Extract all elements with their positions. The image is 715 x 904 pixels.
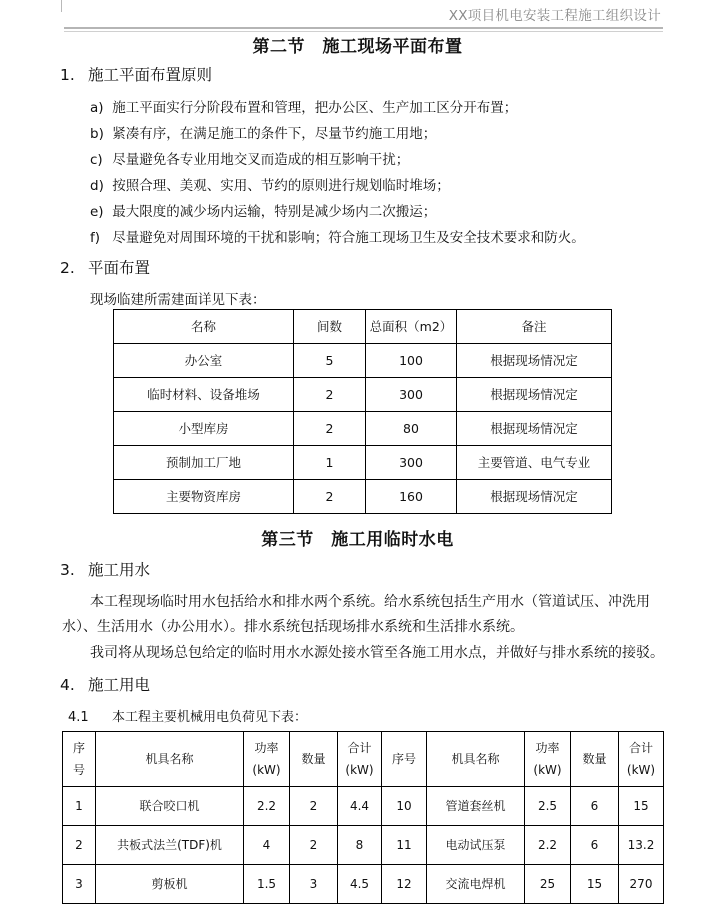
table-cell: 25 <box>525 865 571 904</box>
header-text: 合计 <box>628 741 653 755</box>
table-cell: 300 <box>366 378 457 412</box>
subsection-text: 本工程主要机械用电负荷见下表： <box>112 710 308 725</box>
header-text: 号 <box>72 763 85 777</box>
heading-2-number: 2. <box>60 259 75 277</box>
header-text: (kW) <box>626 763 656 777</box>
table-cell: 1.5 <box>244 865 290 904</box>
header-cell: 名称 <box>114 310 294 344</box>
heading-3-text: 施工用水 <box>88 561 151 579</box>
table-cell: 根据现场情况定 <box>457 480 612 514</box>
heading-4-text: 施工用电 <box>88 676 151 694</box>
table-cell: 4 <box>244 826 290 865</box>
table-cell: 300 <box>366 446 457 480</box>
table-cell: 根据现场情况定 <box>457 344 612 378</box>
header-text: (kW) <box>345 763 374 777</box>
principle-item-d <box>90 174 450 194</box>
table-row <box>63 787 664 826</box>
table-cell: 160 <box>366 480 457 514</box>
table-cell: 根据现场情况定 <box>457 378 612 412</box>
subsection-number: 4.1 <box>68 710 89 725</box>
header-cell: 总面积（m2） <box>366 310 457 344</box>
header-cell <box>63 732 96 787</box>
header-cell <box>619 732 664 787</box>
table-cell: 小型库房 <box>114 412 294 446</box>
table-cell: 联合咬口机 <box>96 787 244 826</box>
item-label: e) <box>90 204 104 220</box>
principle-item-f <box>90 226 585 246</box>
item-text: 施工平面实行分阶段布置和管理，把办公区、生产加工区分开布置； <box>112 100 518 116</box>
header-rule <box>64 27 663 29</box>
table-row <box>114 412 612 446</box>
table-row <box>114 344 612 378</box>
header-cell: 数量 <box>290 732 338 787</box>
table-cell: 2 <box>290 787 338 826</box>
table-cell: 剪板机 <box>96 865 244 904</box>
page-corner-mark <box>61 0 62 12</box>
table-row <box>114 446 612 480</box>
table-cell: 临时材料、设备堆场 <box>114 378 294 412</box>
table-cell: 根据现场情况定 <box>457 412 612 446</box>
table-cell: 2.2 <box>525 826 571 865</box>
table-cell: 2 <box>290 826 338 865</box>
item-text: 紧凑有序，在满足施工的条件下，尽量节约施工用地； <box>112 126 437 142</box>
power-load-table <box>62 731 664 904</box>
table-cell: 1 <box>294 446 366 480</box>
water-paragraph-line-2: 水）、生活用水（办公用水）。排水系统包括现场排水系统和生活排水系统。 <box>62 619 524 635</box>
item-text: 尽量避免各专业用地交叉而造成的相互影响干扰； <box>112 152 410 168</box>
table-cell: 2 <box>294 480 366 514</box>
table-cell: 管道套丝机 <box>427 787 525 826</box>
principle-item-a <box>90 96 517 116</box>
table-cell: 12 <box>382 865 427 904</box>
section-3-title: 第三节 施工用临时水电 <box>261 530 454 550</box>
header-cell <box>525 732 571 787</box>
table-cell: 2 <box>294 412 366 446</box>
item-text: 按照合理、美观、实用、节约的原则进行规划临时堆场； <box>112 178 450 194</box>
table-cell: 270 <box>619 865 664 904</box>
header-text: 合计 <box>347 741 372 755</box>
table-cell: 6 <box>571 826 619 865</box>
water-paragraph-2: 我司将从现场总包给定的临时用水水源处接水管至各施工用水点，并做好与排水系统的接驳。 <box>90 645 664 661</box>
table-cell: 共板式法兰(TDF)机 <box>96 826 244 865</box>
table-cell: 电动试压泵 <box>427 826 525 865</box>
running-header-title: XX项目机电安装工程施工组织设计 <box>448 8 661 24</box>
item-label: a) <box>90 100 104 116</box>
header-cell: 序号 <box>382 732 427 787</box>
table-cell: 2.2 <box>244 787 290 826</box>
table-header-row <box>114 310 612 344</box>
heading-4 <box>60 673 150 695</box>
principle-item-c <box>90 148 409 168</box>
header-text: (kW) <box>252 763 281 777</box>
table-cell: 2 <box>294 378 366 412</box>
table-row <box>63 865 664 904</box>
table-cell: 15 <box>619 787 664 826</box>
table-cell: 8 <box>338 826 382 865</box>
table-cell: 主要管道、电气专业 <box>457 446 612 480</box>
table-cell: 5 <box>294 344 366 378</box>
table-cell: 交流电焊机 <box>427 865 525 904</box>
table-cell: 办公室 <box>114 344 294 378</box>
table-header-row <box>63 732 664 787</box>
principle-item-b <box>90 122 436 142</box>
table-cell: 主要物资库房 <box>114 480 294 514</box>
section-2-title: 第二节 施工现场平面布置 <box>252 37 463 57</box>
table-cell: 11 <box>382 826 427 865</box>
heading-1 <box>60 63 212 85</box>
facility-table <box>113 309 612 514</box>
table-row <box>63 826 664 865</box>
table-cell: 100 <box>366 344 457 378</box>
header-cell: 机具名称 <box>427 732 525 787</box>
table-cell: 4.4 <box>338 787 382 826</box>
item-label: c) <box>90 152 103 168</box>
table-intro: 现场临建所需建面详见下表： <box>90 292 266 308</box>
heading-3 <box>60 558 150 580</box>
header-text: 序 <box>72 741 85 755</box>
table-cell: 13.2 <box>619 826 664 865</box>
table-cell: 6 <box>571 787 619 826</box>
header-text: 功率 <box>535 741 560 755</box>
table-cell: 预制加工厂地 <box>114 446 294 480</box>
item-label: d) <box>90 178 104 194</box>
heading-1-text: 施工平面布置原则 <box>88 66 213 84</box>
item-label: b) <box>90 126 104 142</box>
header-cell: 备注 <box>457 310 612 344</box>
principle-item-e <box>90 200 436 220</box>
table-row <box>114 378 612 412</box>
water-paragraph-line-1: 本工程现场临时用水包括给水和排水两个系统。给水系统包括生产用水（管道试压、冲洗用 <box>90 594 650 610</box>
header-cell: 数量 <box>571 732 619 787</box>
item-text: 尽量避免对周围环境的干扰和影响；符合施工现场卫生及安全技术要求和防火。 <box>112 230 585 246</box>
heading-3-number: 3. <box>60 561 75 579</box>
table-cell: 2.5 <box>525 787 571 826</box>
table-cell: 80 <box>366 412 457 446</box>
table-cell: 1 <box>63 787 96 826</box>
header-cell: 机具名称 <box>96 732 244 787</box>
header-text: (kW) <box>533 763 562 777</box>
table-row <box>114 480 612 514</box>
header-cell <box>244 732 290 787</box>
heading-2 <box>60 256 150 278</box>
table-cell: 3 <box>63 865 96 904</box>
subsection-4-1 <box>68 706 307 725</box>
table-cell: 15 <box>571 865 619 904</box>
heading-2-text: 平面布置 <box>88 259 151 277</box>
header-text: 功率 <box>254 741 279 755</box>
heading-1-number: 1. <box>60 66 75 84</box>
header-cell <box>338 732 382 787</box>
header-cell: 间数 <box>294 310 366 344</box>
table-cell: 2 <box>63 826 96 865</box>
table-cell: 3 <box>290 865 338 904</box>
table-cell: 4.5 <box>338 865 382 904</box>
table-cell: 10 <box>382 787 427 826</box>
item-text: 最大限度的减少场内运输，特别是减少场内二次搬运； <box>112 204 437 220</box>
heading-4-number: 4. <box>60 676 75 694</box>
item-label: f) <box>90 230 101 246</box>
